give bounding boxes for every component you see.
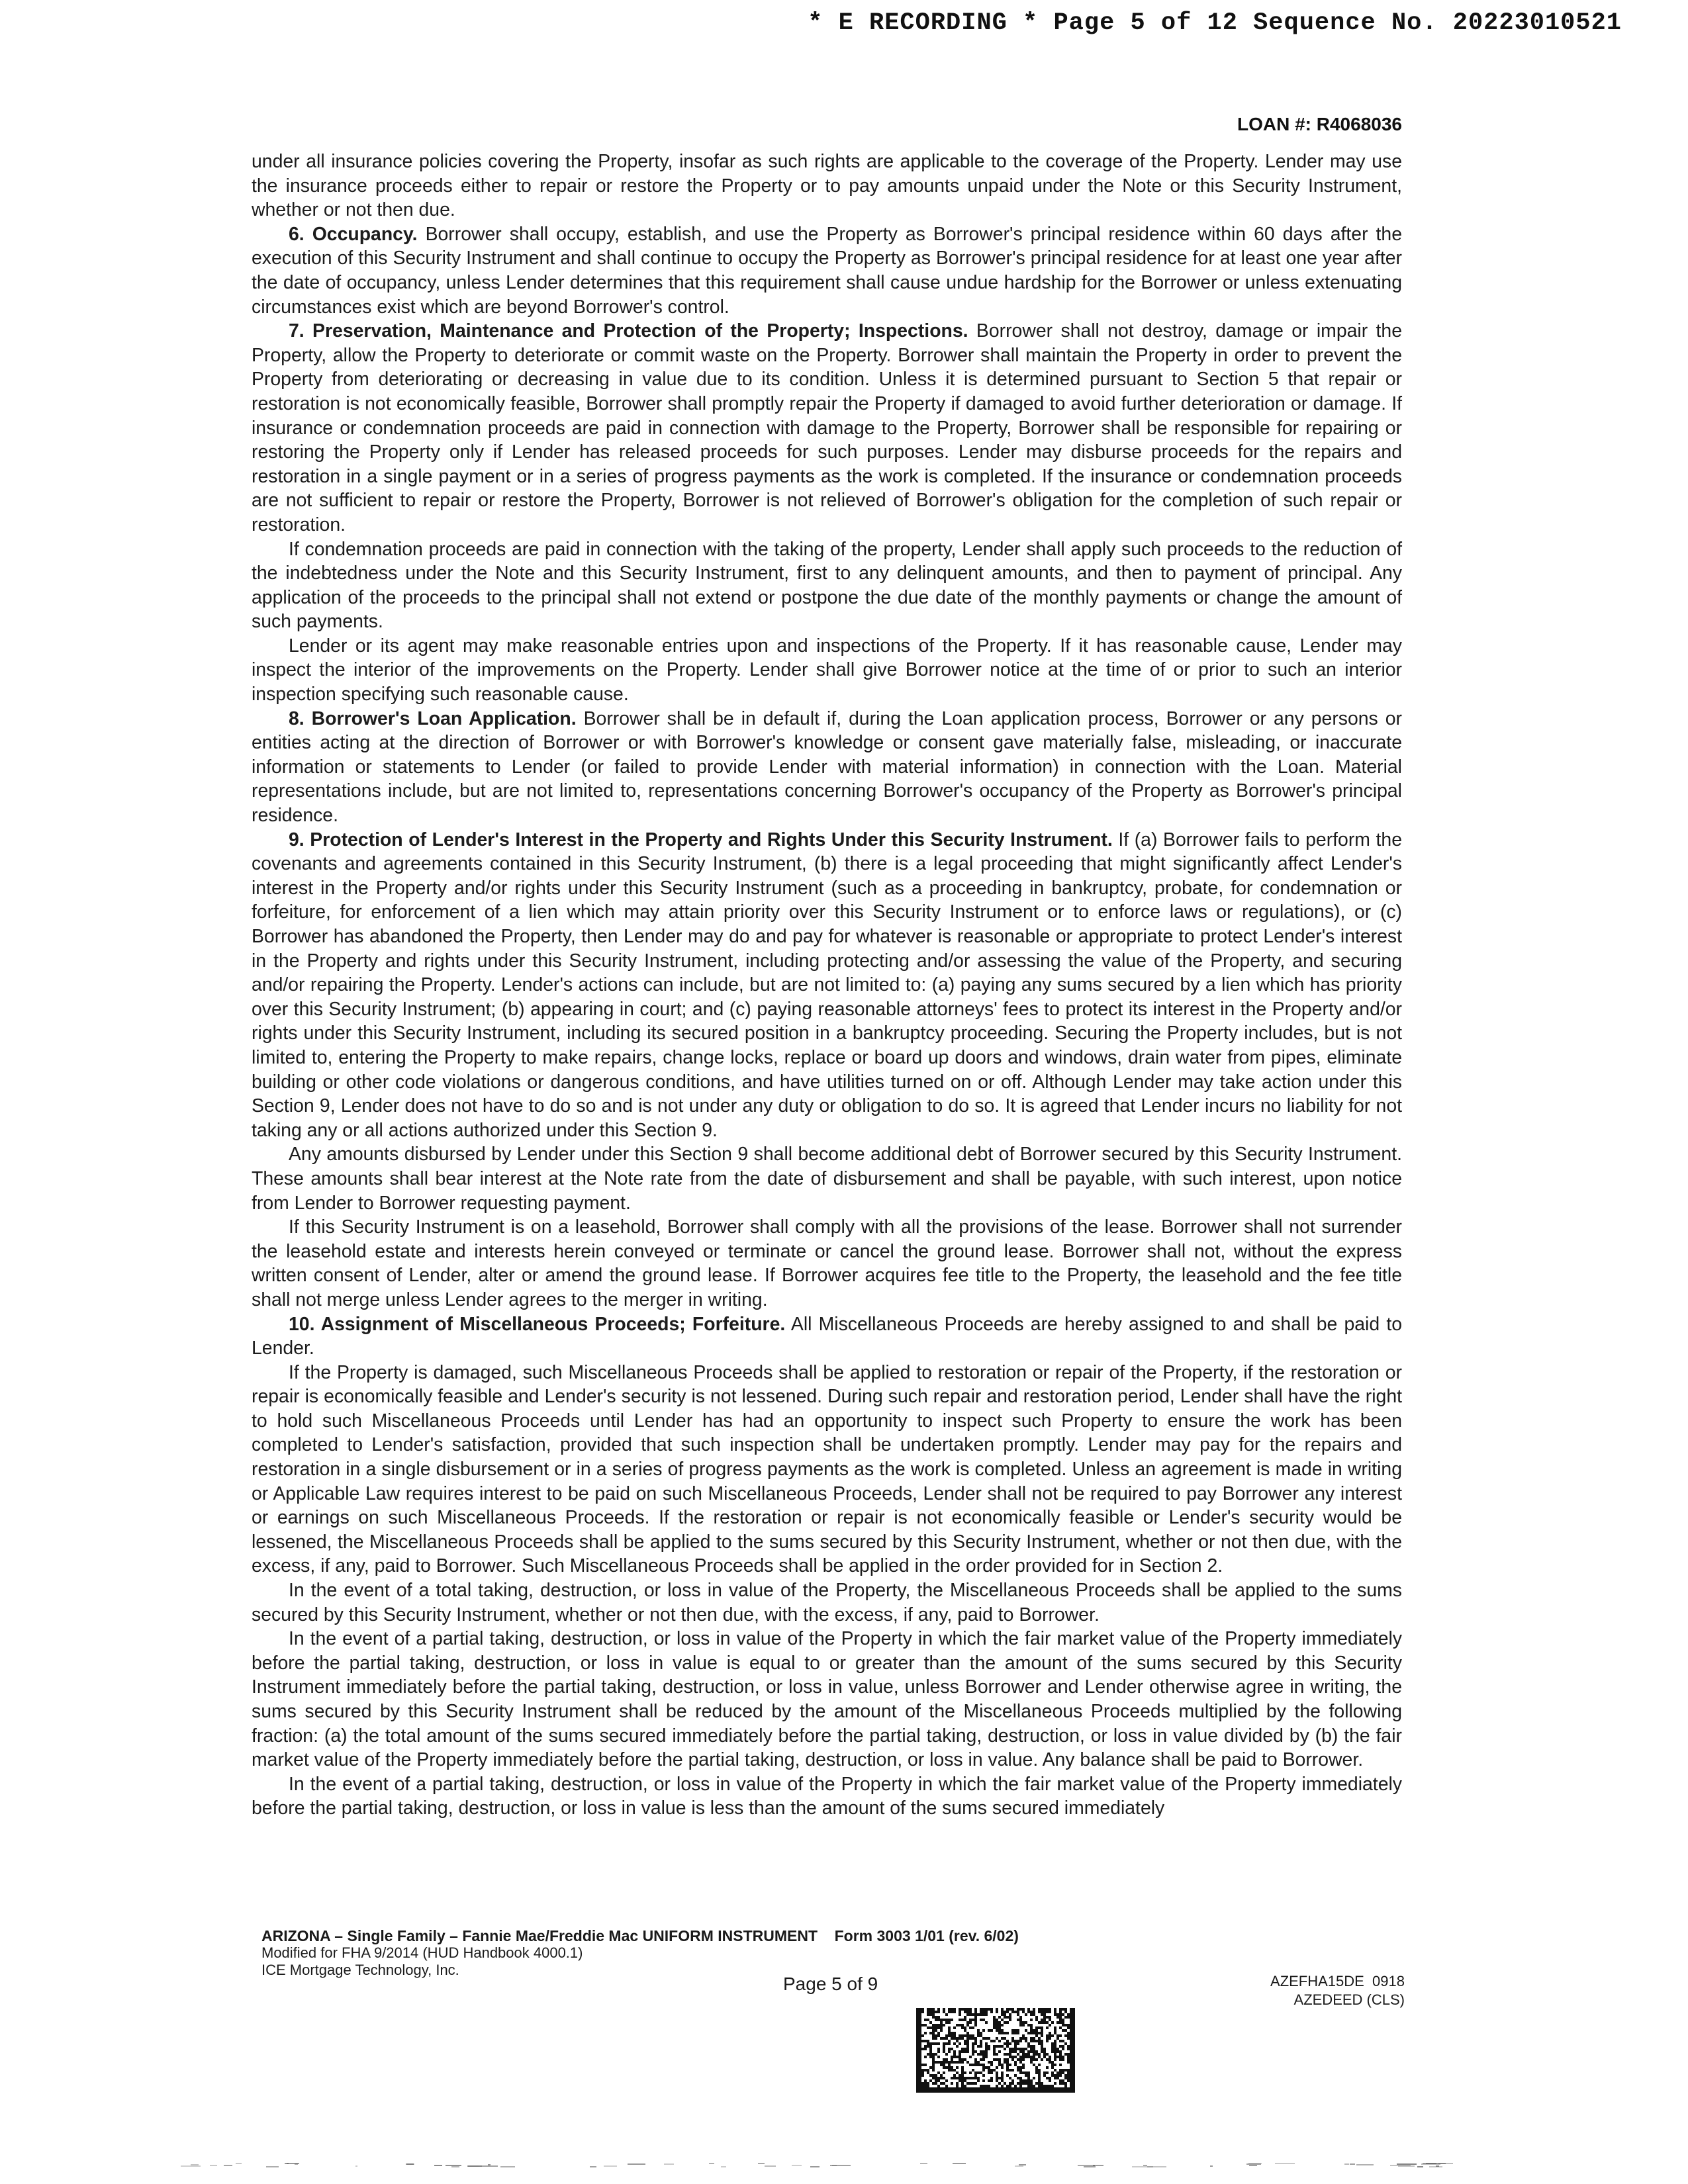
form-modified-line: Modified for FHA 9/2014 (HUD Handbook 4000.1): [261, 1944, 583, 1961]
loan-number: LOAN #: R4068036: [1237, 114, 1402, 134]
paragraph-text: Any amounts disbursed by Lender under this Section 9 shall become additional debt of Borrower secured by this Security Instrument. These amounts shall bear interest at the Note rate from the date of disbursement and shall be payable, with such interest, upon notice from Lender to Borrower requesting payment.: [252, 1144, 1402, 1214]
paragraph: [252, 1627, 1402, 1772]
paragraph-text: If condemnation proceeds are paid in connection with the taking of the property, Lender shall apply such proceeds to the reduction of the indebtedness under the Note and this Security Instrument, first to any delinquent amounts, and then to payment of principal. Any application of the proceeds to the principal shall not extend or postpone the due date of the monthly payments or change the amount of such payments.: [252, 538, 1402, 633]
paragraph-text: In the event of a total taking, destruction, or loss in value of the Property, the Miscellaneous Proceeds shall be applied to the sums secured by this Security Instrument, whether or not then due, with the excess, if any, paid to Borrower.: [252, 1580, 1402, 1625]
paragraph-text: If (a) Borrower fails to perform the covenants and agreements contained in this Security Instrument, (b) there is a legal proceeding that might significantly affect Lender's interest in the Property and/or rights under this Security Instrument (such as a proceeding in bankruptcy, probate, for condemnation or forfeiture, for enforcement of a lien which may attain priority over this Security Instrument or to enforce laws or regulations), or (c) Borrower has abandoned the Property, then Lender may do and pay for whatever is reasonable or appropriate to protect Lender's interest in the Property and rights under this Security Instrument, including protecting and/or assessing the value of the Property, and securing and/or repairing the Property. Lender's actions can include, but are not limited to: (a) paying any sums secured by a lien which has priority over this Security Instrument; (b) appearing in court; and (c) paying reasonable attorneys' fees to protect its interest in the Property and/or rights under this Security Instrument, including its secured position in a bankruptcy proceeding. Securing the Property includes, but is not limited to, entering the Property to make repairs, change locks, replace or board up doors and windows, drain water from pipes, eliminate building or other code violations or dangerous conditions, and have utilities turned on or off. Although Lender may take action under this Section 9, Lender does not have to do so and is not under any duty or obligation to do so. It is agreed that Lender incurs no liability for not taking any or all actions authorized under this Section 9.: [252, 829, 1402, 1141]
paragraph: [252, 319, 1402, 537]
paragraph: [252, 707, 1402, 828]
paragraph-text: under all insurance policies covering the Property, insofar as such rights are applicable to the coverage of the Property. Lender may use the insurance proceeds either to repair or restore the Property or to pay amounts unpaid under the Note or this Security Instrument, whether or not then due.: [252, 151, 1402, 221]
recording-header: * E RECORDING * Page 5 of 12 Sequence No. 20223010521: [808, 9, 1622, 37]
paragraph-text: Borrower shall not destroy, damage or impair the Property, allow the Property to deteriorate or commit waste on the Property. Borrower shall maintain the Property in order to prevent the Property from deteriorating or decreasing in value due to its condition. Unless it is determined pursuant to Section 5 that repair or restoration is not economically feasible, Borrower shall promptly repair the Property if damaged to avoid further deterioration or damage. If insurance or condemnation proceeds are paid in connection with damage to the Property, Borrower shall be responsible for repairing or restoring the Property only if Lender has released proceeds for such purposes. Lender may disburse proceeds for the repairs and restoration in a single payment or in a series of progress payments as the work is completed. If the insurance or condemnation proceeds are not sufficient to repair or restore the Property, Borrower is not relieved of Borrower's obligation for the completion of such repair or restoration.: [252, 320, 1402, 535]
paragraph-text: Lender or its agent may make reasonable entries upon and inspections of the Property. If it has reasonable cause, Lender may inspect the interior of the improvements on the Property. Lender shall give Borrower notice at the time of or prior to such an interior inspection specifying such reasonable cause.: [252, 635, 1402, 705]
paragraph: [252, 1578, 1402, 1627]
section-heading: 10. Assignment of Miscellaneous Proceeds; Forfeiture.: [289, 1313, 786, 1335]
paragraph-text: If the Property is damaged, such Miscellaneous Proceeds shall be applied to restoration or repair of the Property, if the restoration or repair is economically feasible and Lender's security is not lessened. During such repair and restoration period, Lender shall have the right to hold such Miscellaneous Proceeds until Lender has had an opportunity to inspect such Property to ensure the work has been completed to Lender's satisfaction, provided that such inspection shall be undertaken promptly. Lender may pay for the repairs and restoration in a single disbursement or in a series of progress payments as the work is completed. Unless an agreement is made in writing or Applicable Law requires interest to be paid on such Miscellaneous Proceeds, Lender shall not be required to pay Borrower any interest or earnings on such Miscellaneous Proceeds. If the restoration or repair is not economically feasible or Lender's security would be lessened, the Miscellaneous Proceeds shall be applied to the sums secured by this Security Instrument, whether or not then due, with the excess, if any, paid to Borrower. Such Miscellaneous Proceeds shall be applied in the order provided for in Section 2.: [252, 1361, 1402, 1577]
paragraph: [252, 1142, 1402, 1215]
paragraph: [252, 537, 1402, 634]
paragraph: [252, 1215, 1402, 1312]
paragraph: [252, 1312, 1402, 1361]
form-title: – Single Family – Fannie Mae/Freddie Mac UNIFORM INSTRUMENT: [330, 1927, 818, 1944]
paragraph-text: In the event of a partial taking, destruction, or loss in value of the Property in which the fair market value of the Property immediately before the partial taking, destruction, or loss in value is equal to or greater than the amount of the sums secured by this Security Instrument immediately before the partial taking, destruction, or loss in value, unless Borrower and Lender otherwise agree in writing, the sums secured by this Security Instrument shall be reduced by the amount of the Miscellaneous Proceeds multiplied by the following fraction: (a) the total amount of the sums secured immediately before the partial taking, destruction, or loss in value divided by (b) the fair market value of the Property immediately before the partial taking, destruction, or loss in value. Any balance shall be paid to Borrower.: [252, 1628, 1402, 1771]
paragraph: [252, 828, 1402, 1143]
paragraph-text: In the event of a partial taking, destruction, or loss in value of the Property in which the fair market value of the Property immediately before the partial taking, destruction, or loss in value is less than the amount of the sums secured immediately: [252, 1773, 1402, 1819]
barcode-2d-icon: [916, 2008, 1075, 2093]
form-number: Form 3003 1/01 (rev. 6/02): [834, 1927, 1019, 1944]
paragraph-text: If this Security Instrument is on a leasehold, Borrower shall comply with all the provisions of the lease. Borrower shall not surrender the leasehold estate and interests herein conveyed or terminate or cancel the ground lease. Borrower shall not, without the express written consent of Lender, alter or amend the ground lease. If Borrower acquires fee title to the Property, the leasehold and the fee title shall not merge unless Lender agrees to the merger in writing.: [252, 1216, 1402, 1310]
form-footer: [261, 1927, 1019, 1979]
form-code-primary: AZEFHA15DE 0918: [1270, 1973, 1405, 1989]
section-heading: 8. Borrower's Loan Application.: [289, 707, 577, 729]
form-codes: [1218, 1972, 1405, 2009]
section-heading: 9. Protection of Lender's Interest in the Property and Rights Under this Security Instrument.: [289, 829, 1113, 850]
paragraph-text: All Miscellaneous Proceeds are hereby assigned to and shall be paid to Lender.: [252, 1313, 1402, 1359]
document-body: [252, 150, 1402, 1821]
paragraph-text: Borrower shall be in default if, during the Loan application process, Borrower or any persons or entities acting at the direction of Borrower or with Borrower's knowledge or consent gave materially false, misleading, or inaccurate information or statements to Lender (or failed to provide Lender with material information) in connection with the Loan. Material representations include, but are not limited to, representations concerning Borrower's occupancy of the Property as Borrower's principal residence.: [252, 707, 1402, 827]
page-number: Page 5 of 9: [783, 1974, 878, 1994]
form-state: ARIZONA: [261, 1927, 330, 1944]
paragraph: [252, 222, 1402, 319]
form-title-line: [261, 1927, 1019, 1944]
paragraph-text: Borrower shall occupy, establish, and use the Property as Borrower's principal residence within 60 days after the execution of this Security Instrument and shall continue to occupy the Property as Borrower's principal residence for at least one year after the date of occupancy, unless Lender determines that this requirement shall cause undue hardship for the Borrower or unless extenuating circumstances exist which are beyond Borrower's control.: [252, 223, 1403, 318]
scan-edge-marks: [159, 2163, 1523, 2169]
paragraph: [252, 1361, 1402, 1578]
paragraph: [252, 634, 1402, 707]
section-heading: 6. Occupancy.: [289, 223, 418, 245]
paragraph: [252, 150, 1402, 222]
form-code-secondary: AZEDEED (CLS): [1293, 1991, 1405, 2008]
section-heading: 7. Preservation, Maintenance and Protection of the Property; Inspections.: [289, 320, 968, 342]
form-company: ICE Mortgage Technology, Inc.: [261, 1962, 459, 1978]
paragraph: [252, 1772, 1402, 1821]
